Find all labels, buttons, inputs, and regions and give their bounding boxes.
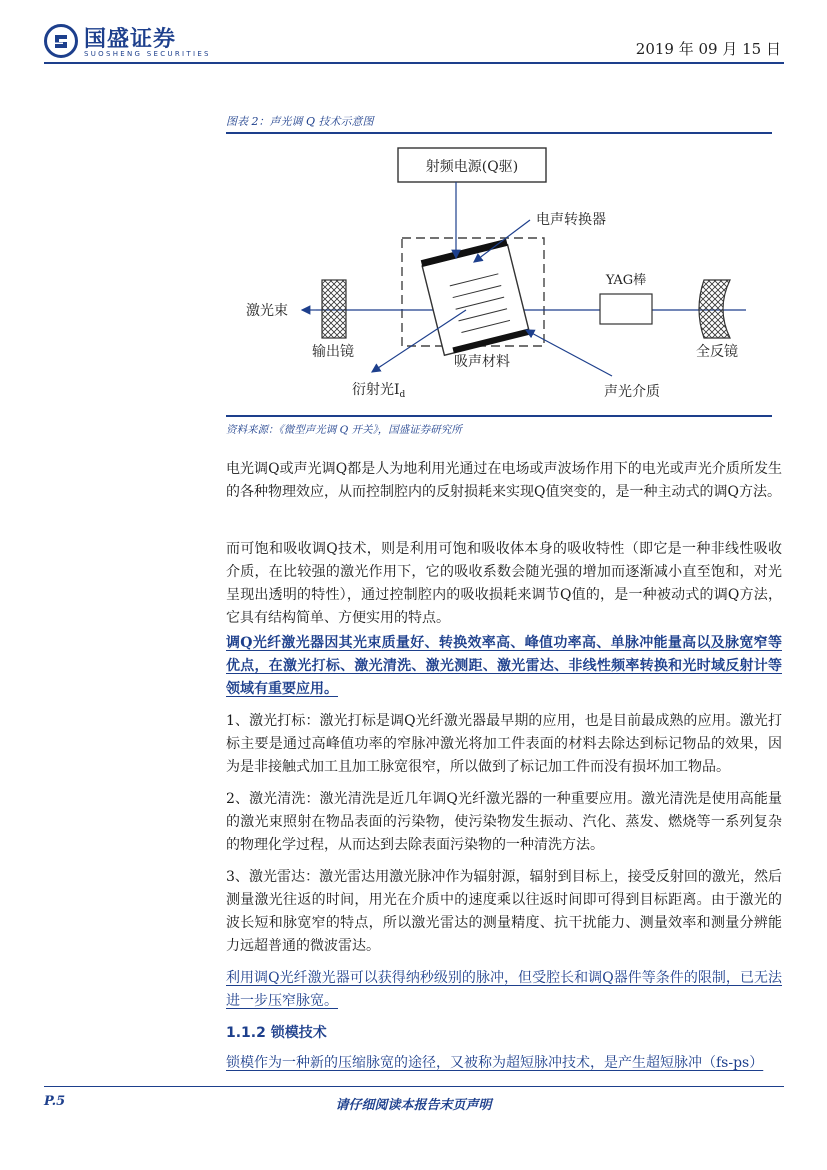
total-reflector-label: 全反镜 — [696, 344, 738, 360]
paragraph-mode-locking: 锁模作为一种新的压缩脉宽的途径，又被称为超短脉冲技术，是产生超短脉冲（fs-ps） — [226, 1055, 764, 1071]
guosheng-logo-icon — [44, 24, 78, 58]
paragraph-highlight-limitation: 利用调Q光纤激光器可以获得纳秒级别的脉冲，但受腔长和调Q器件等条件的限制，已无法进一步压窄脉宽。 — [226, 970, 782, 1009]
output-mirror — [322, 280, 346, 338]
rf-source-label: 射频电源(Q驱) — [425, 159, 519, 175]
yag-rod — [600, 294, 652, 324]
report-date: 2019 年 09 月 15 日 — [635, 40, 781, 58]
paragraph-laser-cleaning: 2、激光清洗：激光清洗是近几年调Q光纤激光器的一种重要应用。激光清洗是使用高能量的激光束照射在物品表面的污染物，使污染物发生振动、汽化、蒸发、燃烧等一系列复杂的物理化学过程，从而达到去除表面污染物的一种清洗方法。 — [226, 791, 782, 853]
brand-name-en: SUOSHENG SECURITIES — [84, 50, 211, 58]
paragraph-lidar: 3、激光雷达：激光雷达用激光脉冲作为辐射源，辐射到目标上，接受反射回的激光，然后测量激光往返的时间，用光在介质中的速度乘以往返时间即可得到目标距离。由于激光的波长短和脉宽窄的特点，所以激光雷达的测量精度、抗干扰能力、测量效率和测量分辨能力远超普通的微波雷达。 — [226, 869, 782, 954]
paragraph-active-q-switching: 电光调Q或声光调Q都是人为地利用光通过在电场或声波场作用下的电光或声光介质所发生的各种物理效应，从而控制腔内的反射损耗来实现Q值突变的，是一种主动式的调Q方法。 — [226, 461, 782, 500]
laser-beam-label: 激光束 — [246, 303, 288, 319]
transducer-label: 电声转换器 — [536, 212, 606, 228]
paragraph-laser-marking: 1、激光打标：激光打标是调Q光纤激光器最早期的应用，也是目前最成熟的应用。激光打标主要是通过高峰值功率的窄脉冲激光将加工件表面的材料去除达到标记物品的效果，因为是非接触式加工且加工脉宽很窄，所以做到了标记加工件而没有损坏加工物品。 — [226, 713, 782, 775]
paragraph-highlight-applications: 调Q光纤激光器因其光束质量好、转换效率高、峰值功率高、单脉冲能量高以及脉宽窄等优点，在激光打标、激光清洗、激光测距、激光雷达、非线性频率转换和光时域反射计等领域有重要应用。 — [226, 635, 782, 697]
yag-rod-label: YAG棒 — [605, 273, 647, 288]
ao-medium-label: 声光介质 — [604, 384, 660, 400]
page-header — [0, 0, 827, 70]
figure-top-rule — [226, 132, 772, 134]
paragraph-saturable-absorber: 而可饱和吸收调Q技术，则是利用可饱和吸收体本身的吸收特性（即它是一种非线性吸收介质，在比较强的激光作用下，它的吸收系数会随光强的增加而逐渐减小直至饱和，对光呈现出透明的特性），通过控制腔内的吸收损耗来调节Q值的，是一种被动式的调Q方法，它具有结构简单、方便实用的特点。 — [226, 541, 782, 626]
section-heading: 1.1.2 锁模技术 — [226, 1025, 327, 1041]
output-mirror-label: 输出镜 — [312, 344, 354, 360]
footer-divider — [44, 1086, 784, 1087]
header-divider — [44, 62, 784, 64]
total-reflector — [699, 280, 730, 338]
ao-q-switch-diagram — [226, 140, 772, 412]
page-number: P.5 — [44, 1094, 66, 1109]
diffracted-light-label: 衍射光$I_d$ — [352, 382, 406, 400]
figure-bottom-rule — [226, 415, 772, 417]
footer-disclaimer: 请仔细阅读本报告末页声明 — [335, 1098, 492, 1113]
figure-caption: 图表 2：声光调 Q 技术示意图 — [226, 115, 374, 128]
absorber-label: 吸声材料 — [454, 354, 510, 370]
ao-medium-leader — [526, 330, 612, 376]
figure-source: 资料来源：《微型声光调 Q 开关》，国盛证券研究所 — [226, 424, 462, 436]
brand-name: 国盛证券 — [84, 27, 177, 52]
